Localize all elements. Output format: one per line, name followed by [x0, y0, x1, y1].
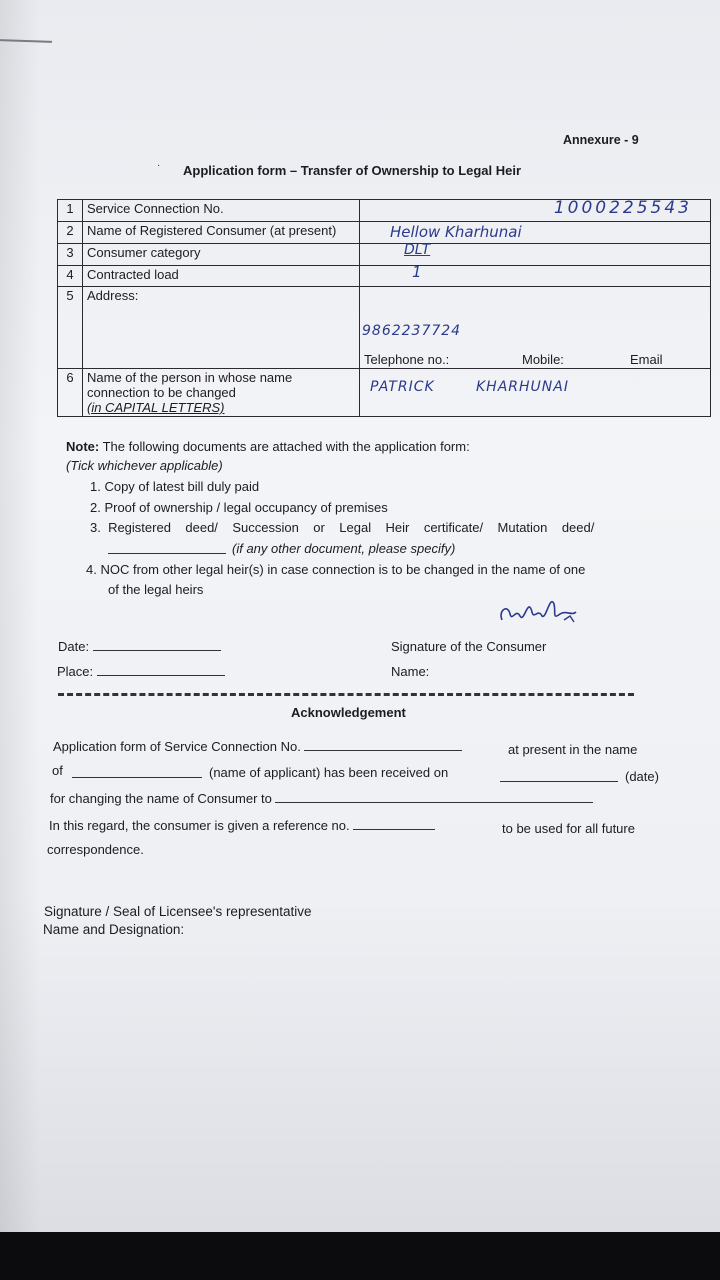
new-consumer-blank[interactable]	[275, 790, 593, 803]
new-consumer-name-value[interactable]	[360, 369, 711, 417]
ack-text: (date)	[625, 769, 659, 784]
row-label: Service Connection No.	[83, 200, 360, 222]
row-label: Consumer category	[83, 244, 360, 266]
ack-text: In this regard, the consumer is given a reference no.	[49, 818, 350, 833]
table-row	[58, 266, 711, 287]
date-received-blank[interactable]	[500, 769, 618, 782]
place-label: Place:	[57, 664, 94, 679]
contact-labels	[364, 352, 664, 367]
ack-text: at present in the name	[508, 742, 638, 757]
licensee-designation-label: Name and Designation:	[43, 922, 185, 937]
address-value[interactable]	[360, 287, 711, 369]
signature-label: Signature of the Consumer	[391, 639, 547, 654]
document-item: of the legal heirs	[108, 582, 204, 597]
telephone-label: Telephone no.:	[364, 352, 450, 367]
ack-line	[50, 790, 593, 806]
handwritten-telephone: 9862237724	[362, 323, 462, 339]
document-item: (if any other document, please specify)	[232, 541, 456, 556]
ack-line	[53, 738, 462, 754]
row-label: Contracted load	[83, 266, 360, 287]
row-label-line: Name of the person in whose name	[87, 370, 293, 385]
note-heading: Note:	[66, 439, 100, 454]
reference-no-blank[interactable]	[353, 817, 435, 830]
ack-text: (name of applicant) has been received on	[209, 765, 449, 780]
bottom-edge	[0, 1232, 720, 1280]
document-item: 2. Proof of ownership / legal occupancy of premises	[90, 500, 388, 515]
note-text	[66, 439, 470, 454]
connection-no-blank[interactable]	[304, 738, 462, 751]
row-label: Name of Registered Consumer (at present)	[83, 222, 360, 244]
handwritten-first-name: PATRICK	[370, 379, 435, 395]
other-document-blank[interactable]	[108, 541, 226, 554]
row-number: 3	[58, 244, 83, 266]
tick-instruction: (Tick whichever applicable)	[66, 458, 223, 473]
divider	[58, 693, 634, 696]
table-row	[58, 287, 711, 369]
consumer-signature	[494, 590, 584, 630]
document-item: 1. Copy of latest bill duly paid	[90, 479, 260, 494]
ack-text: of	[52, 763, 63, 778]
table-row	[58, 369, 711, 417]
application-table	[57, 199, 711, 417]
row-number: 4	[58, 266, 83, 287]
date-field[interactable]	[58, 638, 221, 654]
annexure-label: Annexure - 9	[563, 133, 639, 147]
contracted-load-value[interactable]	[360, 263, 711, 287]
date-label: Date:	[58, 639, 90, 654]
ack-text: correspondence.	[47, 842, 144, 857]
row-number: 6	[58, 369, 83, 417]
email-label: Email	[630, 352, 663, 367]
handwritten-category: DLT	[404, 242, 431, 258]
name-label: Name:	[391, 664, 430, 679]
row-label	[83, 369, 360, 417]
service-connection-value[interactable]	[360, 200, 711, 222]
table-row	[58, 222, 711, 244]
handwritten-load: 1	[412, 263, 422, 281]
mobile-label: Mobile:	[522, 352, 564, 367]
row-number: 5	[58, 287, 83, 369]
handwritten-last-name: KHARHUNAI	[476, 379, 569, 395]
row-label-line: (in CAPITAL LETTERS)	[87, 400, 225, 415]
row-number: 2	[58, 222, 83, 244]
licensee-signature-label: Signature / Seal of Licensee's representative	[44, 904, 312, 919]
applicant-name-blank[interactable]	[72, 765, 202, 778]
note-body: The following documents are attached with the application form:	[102, 439, 470, 454]
form-title: Application form – Transfer of Ownership to Legal Heir	[183, 163, 522, 178]
document-item: 4. NOC from other legal heir(s) in case connection is to be changed in the name of one	[86, 562, 586, 577]
row-label-line: connection to be changed	[87, 385, 236, 400]
acknowledgement-heading: Acknowledgement	[291, 705, 406, 720]
handwritten-connection-no: 1000225543	[553, 198, 692, 218]
ack-text: Application form of Service Connection No.	[53, 739, 301, 754]
table-row	[58, 244, 711, 266]
row-label: Address:	[83, 287, 360, 369]
ack-text: for changing the name of Consumer to	[50, 791, 272, 806]
row-number: 1	[58, 200, 83, 222]
ack-text: to be used for all future	[502, 821, 635, 836]
place-field[interactable]	[57, 663, 225, 679]
document-item: 3. Registered deed/ Succession or Legal Heir certificate/ Mutation deed/	[90, 520, 595, 535]
table-row	[58, 200, 711, 222]
stray-mark: ·	[157, 160, 161, 171]
registered-consumer-value[interactable]	[360, 222, 711, 244]
page-shadow	[0, 0, 40, 1280]
handwritten-consumer-name: Hellow Kharhunai	[390, 223, 522, 241]
ack-line	[49, 817, 435, 833]
